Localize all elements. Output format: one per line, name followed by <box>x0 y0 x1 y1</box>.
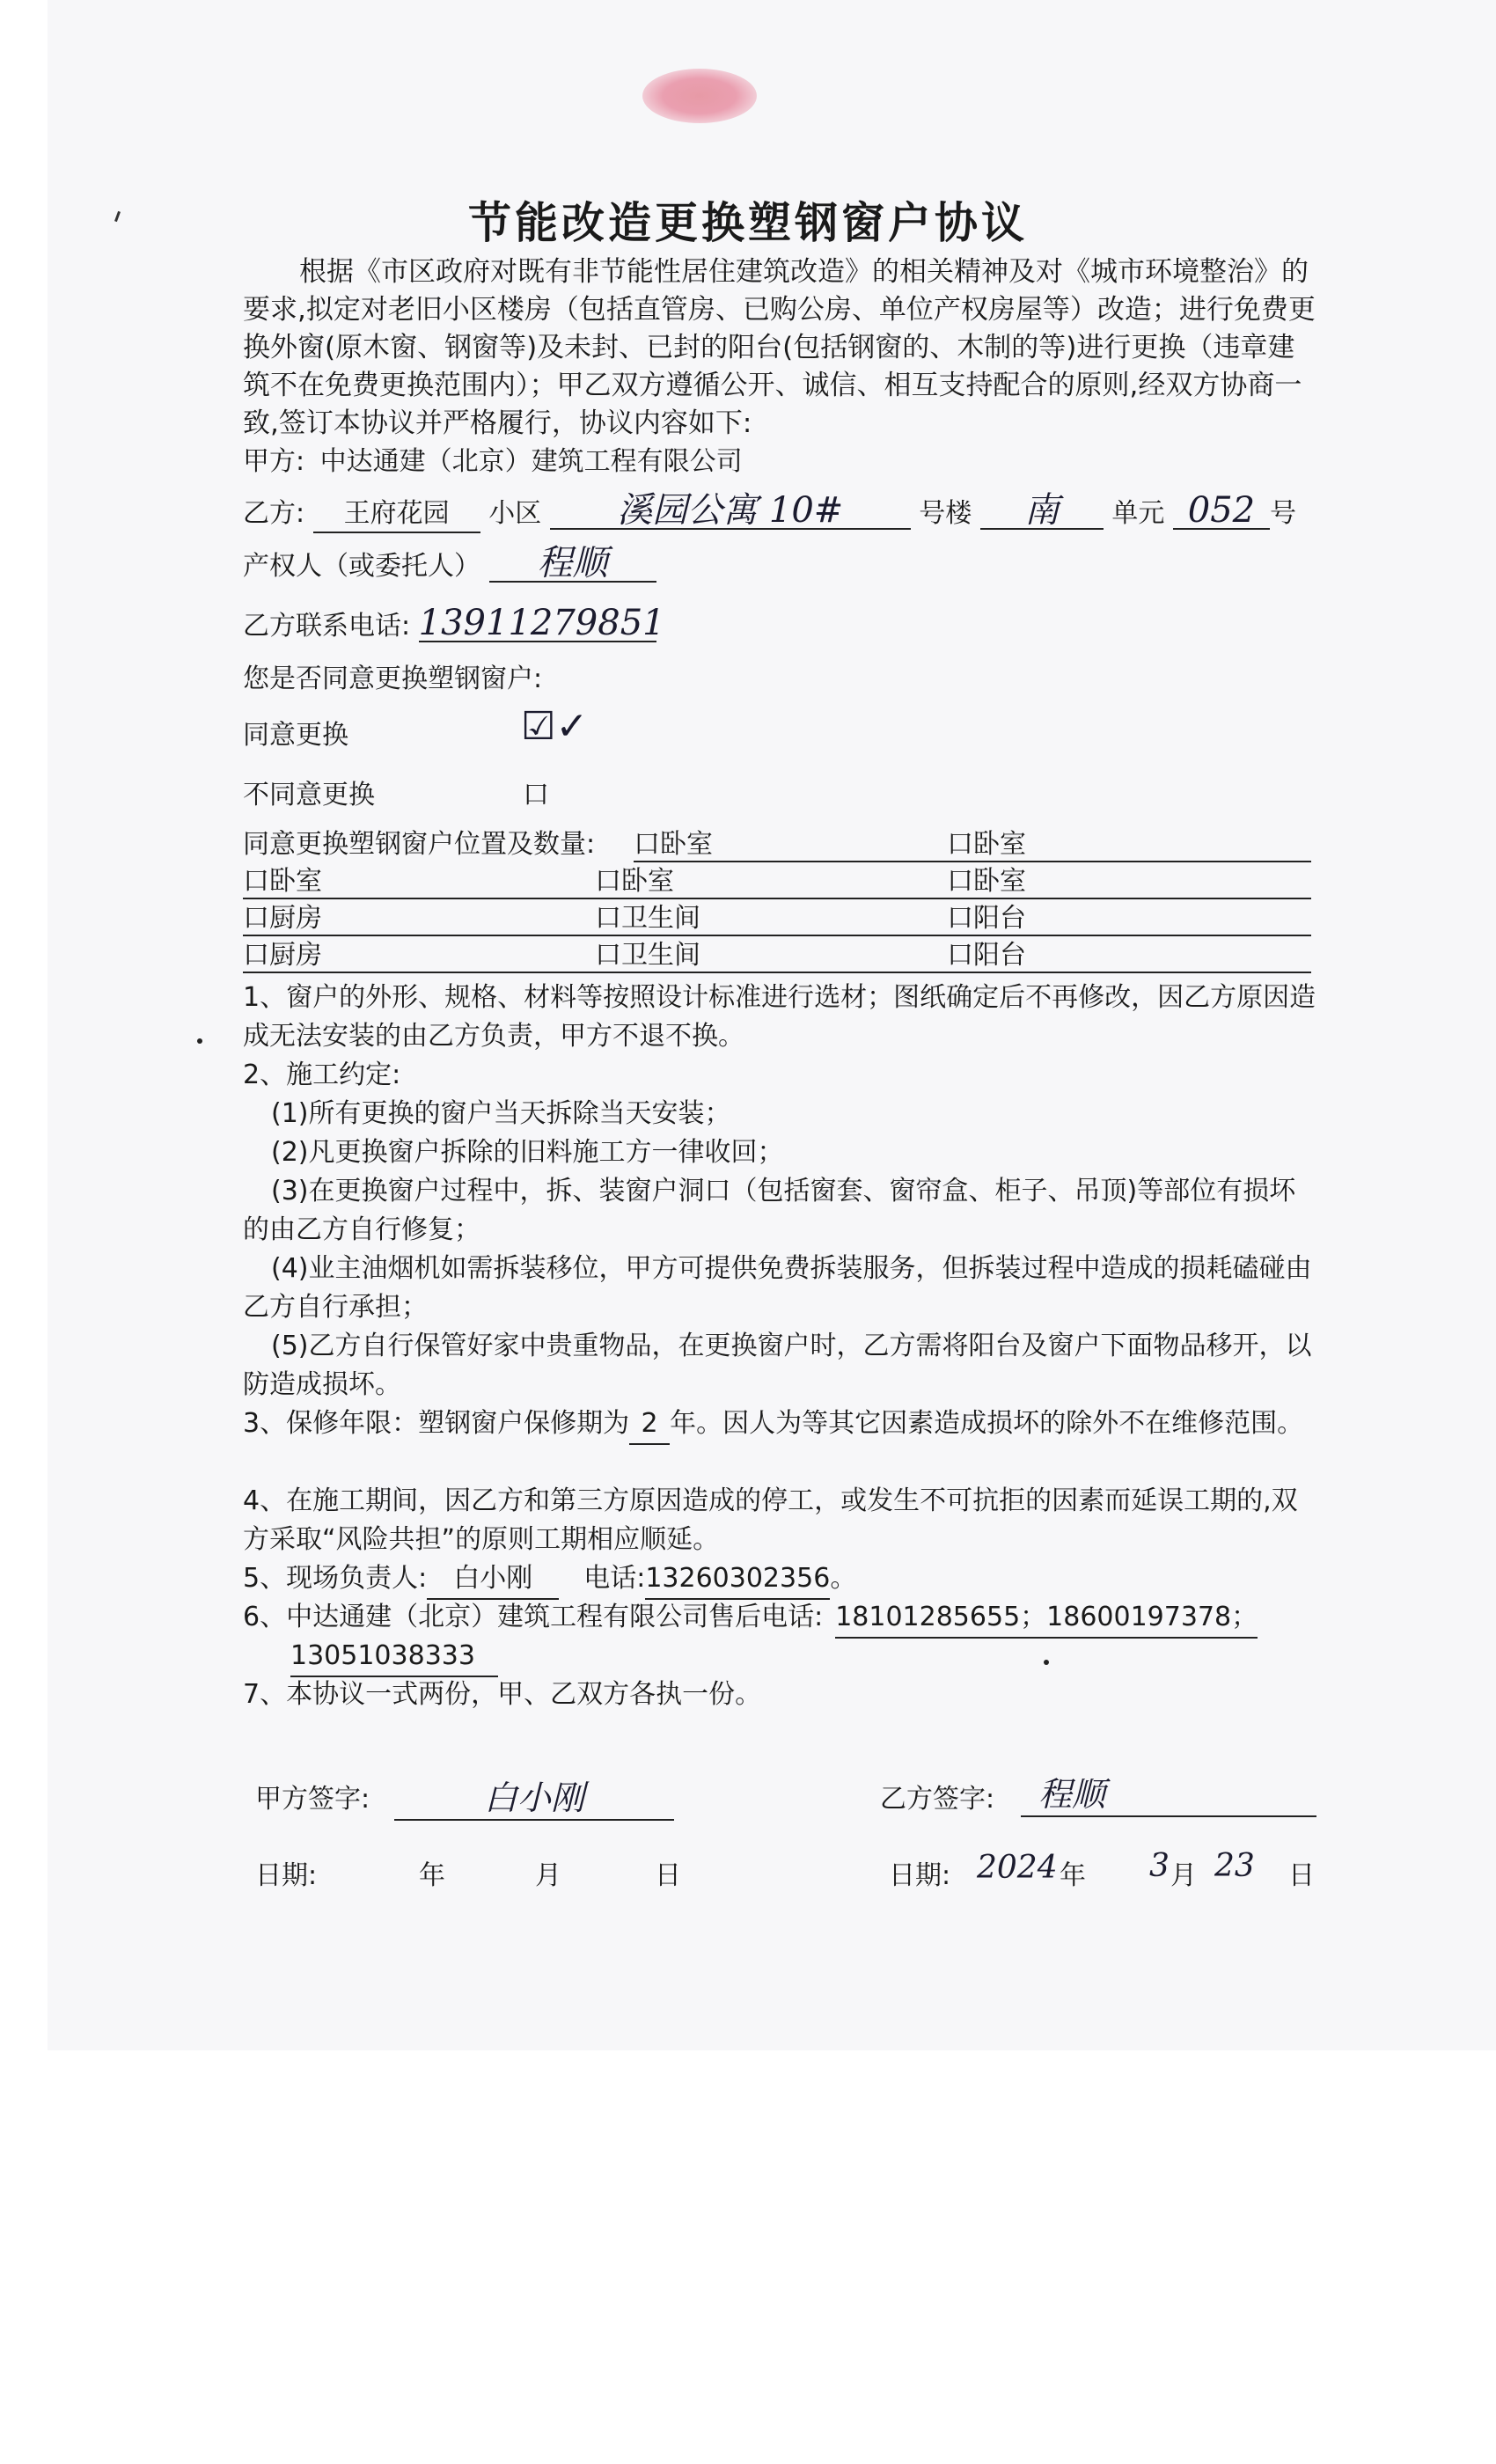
site-manager-phone-field: 13260302356 <box>645 1559 830 1600</box>
party-a-year: 年 <box>419 1860 445 1891</box>
room-cell[interactable]: 口厨房 <box>243 940 322 971</box>
room-cell[interactable]: 口卧室 <box>595 866 674 897</box>
community-field: 王府花园 <box>313 496 480 533</box>
clause-1: 1、窗户的外形、规格、材料等按照设计标准进行选材；图纸确定后不再修改，因乙方原因造成无法安装的由乙方负责，甲方不退不换。 <box>243 982 1316 1052</box>
stray-ink-dot <box>1044 1660 1049 1665</box>
party-a-sign-label: 甲方签字: <box>255 1784 370 1815</box>
room-cell[interactable]: 口阳台 <box>947 903 1026 934</box>
room-cell[interactable]: 口卧室 <box>947 829 1026 860</box>
rooms-rule <box>243 972 1311 973</box>
clause-7: 7、本协议一式两份，甲、乙双方各执一份。 <box>243 1679 762 1710</box>
intro-paragraph: 根据《市区政府对既有非节能性居住建筑改造》的相关精神及对《城市环境整治》的要求,拟定对老旧小区楼房（包括直管房、已购公房、单位产权房屋等）改造；进行免费更换外窗(原木窗、钢窗等)及未封、已封的阳台(包括钢窗的、木制的等)进行更换（违章建筑不在免费更换范围内）；甲乙双方遵循公开、诚信、相互支持配合的原则,经双方协商一致,签订本协议并严格履行，协议内容如下: <box>243 256 1316 439</box>
party-a-month: 月 <box>535 1860 561 1891</box>
room-cell[interactable]: 口厨房 <box>243 903 322 934</box>
document-title: 节能改造更换塑钢窗户协议 <box>467 198 1028 248</box>
owner-line <box>243 543 656 584</box>
party-a-signature: 白小刚 <box>394 1771 674 1821</box>
clause-5: 5、现场负责人: 白小刚 电话:13260302356。 <box>243 1559 856 1600</box>
clause-2-1: (1)所有更换的窗户当天拆除当天安装； <box>271 1098 731 1129</box>
disagree-checkbox[interactable]: 口 <box>523 780 549 810</box>
clause-2-4: (4)业主油烟机如需拆装移位，甲方可提供免费拆装服务，但拆装过程中造成的损耗磕碰由乙方自行承担； <box>243 1253 1312 1323</box>
room-suffix: 号 <box>1269 498 1296 529</box>
community-suffix: 小区 <box>488 498 542 529</box>
party-a-line <box>243 444 743 480</box>
clause-2-3: (3)在更换窗户过程中，拆、装窗户洞口（包括窗套、窗帘盒、柜子、吊顶)等部位有损坏的由乙方自行修复； <box>243 1176 1296 1245</box>
clause-2: 2、施工约定: <box>243 1060 401 1090</box>
phone-line <box>243 603 665 644</box>
party-b-month: 月 <box>1170 1860 1197 1891</box>
stray-ink-dot <box>197 1038 202 1044</box>
building-field: 溪园公寓 10# <box>550 493 911 530</box>
party-b-year: 年 <box>1060 1860 1086 1891</box>
unit-suffix: 单元 <box>1111 498 1165 529</box>
clause-2-2: (2)凡更换窗户拆除的旧料施工方一律收回； <box>271 1137 784 1168</box>
red-ink-stamp <box>642 69 757 123</box>
disagree-label: 不同意更换 <box>243 780 375 810</box>
room-cell[interactable]: 口卫生间 <box>595 940 700 971</box>
party-b-date-label: 日期: <box>889 1860 951 1891</box>
owner-name-field: 程顺 <box>489 546 656 583</box>
phone-field: 13911279851 <box>418 603 665 643</box>
room-cell[interactable]: 口卫生间 <box>595 903 700 934</box>
agree-checkbox[interactable]: ☑✓ <box>521 704 589 749</box>
party-b-year-hand: 2024 <box>977 1850 1058 1886</box>
question-line: 您是否同意更换塑钢窗户: <box>243 664 543 694</box>
party-a-label: 甲方: <box>243 446 305 477</box>
room-cell[interactable]: 口卧室 <box>947 866 1026 897</box>
unit-field: 南 <box>980 493 1104 530</box>
phone-label: 乙方联系电话: <box>243 611 411 642</box>
room-cell[interactable]: 口阳台 <box>947 940 1026 971</box>
party-b-signature: 程顺 <box>1021 1767 1316 1817</box>
clause-3: 3、保修年限：塑钢窗户保修期为 2 年。因人为等其它因素造成损坏的除外不在维修范围。 <box>243 1404 1316 1445</box>
agree-label: 同意更换 <box>243 720 348 751</box>
party-b-day: 日 <box>1288 1860 1315 1891</box>
party-a-name: 中达通建（北京）建筑工程有限公司 <box>319 446 743 477</box>
rooms-label: 同意更换塑钢窗户位置及数量: <box>243 829 596 860</box>
party-b-day-hand: 23 <box>1214 1848 1255 1884</box>
site-manager-field: 白小刚 <box>427 1559 559 1600</box>
party-b-label: 乙方: <box>243 498 305 529</box>
warranty-years-field: 2 <box>629 1404 670 1445</box>
after-sales-phone-3: 13051038333 <box>290 1637 498 1677</box>
room-cell[interactable]: 口卧室 <box>243 866 322 897</box>
building-suffix: 号楼 <box>919 498 972 529</box>
rooms-rule <box>634 861 1311 862</box>
party-b-line <box>243 490 1296 533</box>
room-cell[interactable]: 口卧室 <box>634 829 713 860</box>
clause-4: 4、在施工期间，因乙方和第三方原因造成的停工，或发生不可抗拒的因素而延误工期的,双方采取“风险共担”的原则工期相应顺延。 <box>243 1485 1298 1555</box>
party-a-day: 日 <box>655 1860 681 1891</box>
party-b-month-hand: 3 <box>1149 1848 1170 1884</box>
clause-6: 6、中达通建（北京）建筑工程有限公司售后电话: 18101285655；18600197378； <box>243 1598 1258 1639</box>
clause-2-5: (5)乙方自行保管好家中贵重物品，在更换窗户时，乙方需将阳台及窗户下面物品移开，以防造成损坏。 <box>243 1331 1312 1400</box>
owner-label: 产权人（或委托人） <box>243 551 480 582</box>
after-sales-phones: 18101285655；18600197378； <box>835 1598 1258 1639</box>
rooms-rule <box>243 898 1311 899</box>
room-field: 052 <box>1173 493 1270 530</box>
party-b-sign-label: 乙方签字: <box>880 1784 995 1815</box>
rooms-rule <box>243 935 1311 936</box>
party-a-date-label: 日期: <box>255 1860 318 1891</box>
